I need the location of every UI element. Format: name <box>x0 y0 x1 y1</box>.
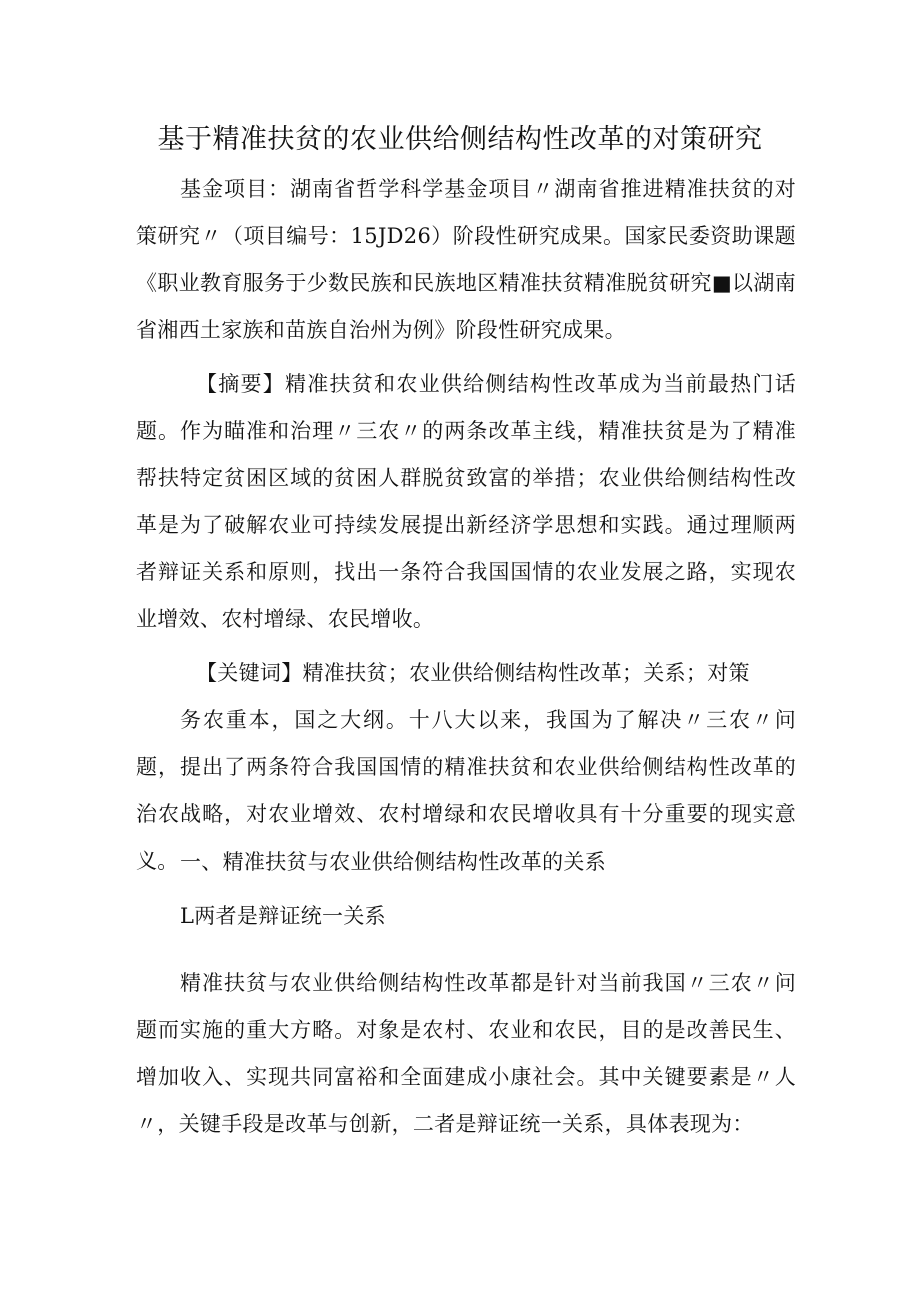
intro-paragraph: 务农重本，国之大纲。十八大以来，我国为了解决〃三农〃问题，提出了两条符合我国国情的精准扶贫和农业供给侧结构性改革的治农战略，对农业增效、农村增绿和农民增收具有十分重要的现实意义。 <box>136 708 796 873</box>
keywords-paragraph: 【关键词】精准扶贫；农业供给侧结构性改革；关系；对策 <box>196 661 750 685</box>
subsection-heading-1: L两者是辩证统一关系 <box>180 904 386 928</box>
fund-paragraph: 基金项目：湖南省哲学科学基金项目〃湖南省推进精准扶贫的对策研究〃（项目编号：15JD26）阶段性研究成果。国家民委资助课题《职业教育服务于少数民族和民族地区精准扶贫精准脱贫研究■以湖南省湘西土家族和苗族自治州为例》阶段性研究成果。 <box>136 177 796 342</box>
abstract-paragraph: 【摘要】精准扶贫和农业供给侧结构性改革成为当前最热门话题。作为瞄准和治理〃三农〃的两条改革主线，精准扶贫是为了精准帮扶特定贫困区域的贫困人群脱贫致富的举措；农业供给侧结构性改革是为了破解农业可持续发展提出新经济学思想和实践。通过理顺两者辩证关系和原则，找出一条符合我国国情的农业发展之路，实现农业增效、农村增绿、农民增收。 <box>136 372 796 631</box>
body-paragraph: 精准扶贫与农业供给侧结构性改革都是针对当前我国〃三农〃问题而实施的重大方略。对象是农村、农业和农民，目的是改善民生、增加收入、实现共同富裕和全面建成小康社会。其中关键要素是〃人〃，关键手段是改革与创新，二者是辩证统一关系，具体表现为： <box>136 971 796 1136</box>
document-title: 基于精准扶贫的农业供给侧结构性改革的对策研究 <box>157 124 763 155</box>
section-heading-1: 一、精准扶贫与农业供给侧结构性改革的关系 <box>180 850 606 874</box>
